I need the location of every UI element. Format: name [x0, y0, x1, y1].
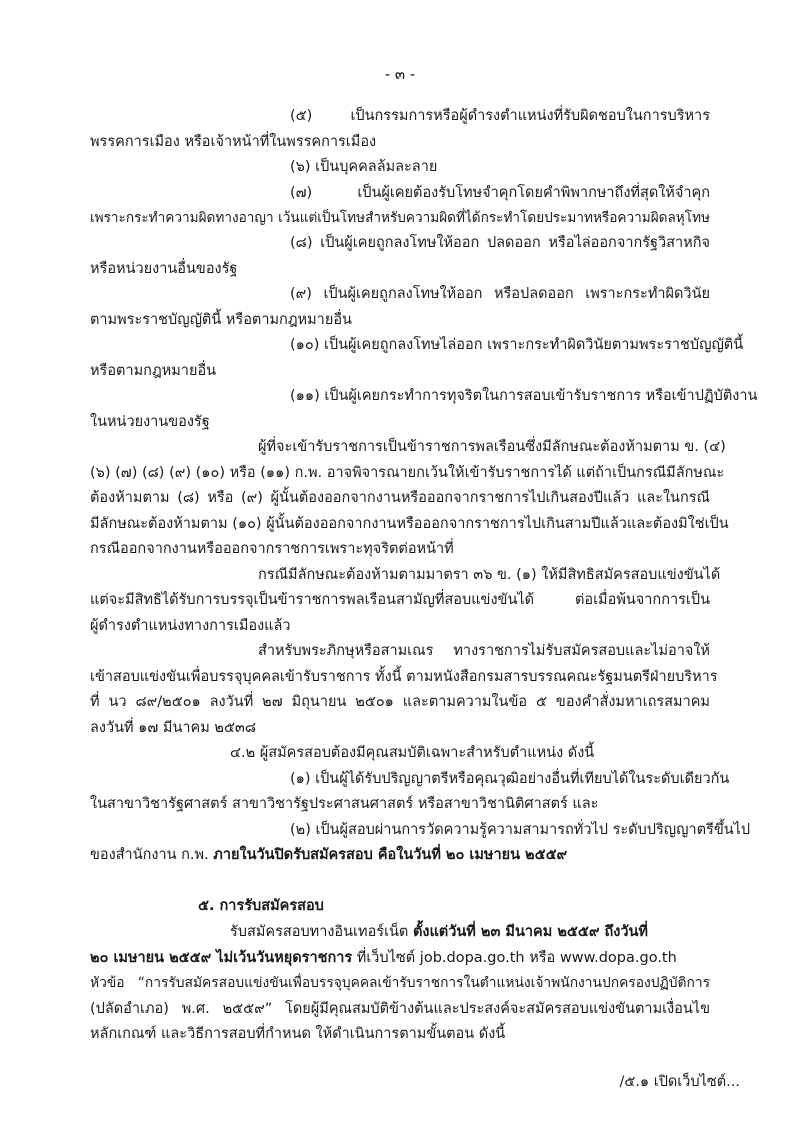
criterion-2-deadline: ภายในวันปิดรับสมัครสอบ คือในวันที่ ๒๐ เมษายน ๒๕๕๙ — [213, 847, 568, 863]
item-7-line-1: (๗) เป็นผู้เคยต้องรับโทษจำคุกโดยคำพิพากษาถึงที่สุดให้จำคุก — [290, 185, 710, 201]
item-5-line-2: พรรคการเมือง หรือเจ้าหน้าที่ในพรรคการเมือง — [90, 134, 377, 150]
monk-line-3: ที่ นว ๘๙/๒๕๐๑ ลงวันที่ ๒๗ มิถุนายน ๒๕๐๑ และตามความในข้อ ๕ ของคำสั่งมหาเถรสมาคม — [90, 694, 710, 710]
item-9-line-2: ตามพระราชบัญญัตินี้ หรือตามกฎหมายอื่น — [90, 312, 352, 328]
criterion-1-line-1: (๑) เป็นผู้ได้รับปริญญาตรีหรือคุณวุฒิอย่างอื่นที่เทียบได้ในระดับเดียวกัน — [290, 771, 730, 787]
item-7-line-2: เพราะกระทำความผิดทางอาญา เว้นแต่เป็นโทษสำหรับความผิดที่ได้กระทำโดยประมาทหรือความผิดลหุโทษ — [90, 210, 710, 226]
section-5-line-2 — [90, 948, 710, 968]
criterion-2-line-2 — [90, 845, 567, 865]
section-5-line-5: หลักเกณฑ์ และวิธีการสอบที่กำหนด ให้ดำเนินการตามขั้นตอน ดังนี้ — [90, 1026, 506, 1042]
item-10-line-1: (๑๐) เป็นผู้เคยถูกลงโทษไล่ออก เพราะกระทำผิดวินัยตามพระราชบัญญัตินี้ — [290, 337, 744, 353]
criterion-2-text: ของสำนักงาน ก.พ. — [90, 847, 214, 863]
item-6: (๖) เป็นบุคคลล้มละลาย — [290, 159, 438, 175]
monk-line-2: เข้าสอบแข่งขันเพื่อบรรจุบุคคลเข้ารับราชการ ทั้งนี้ ตามหนังสือกรมสารบรรณคณะรัฐมนตรีฝ่ายบริหาร — [90, 669, 718, 685]
exempt-line-2: (๖) (๗) (๘) (๙) (๑๐) หรือ (๑๑) ก.พ. อาจพิจารณายกเว้นให้เข้ารับราชการได้ แต่ถ้าเป็นกรณีมีลักษณะ — [90, 465, 725, 481]
criterion-1-line-2: ในสาขาวิชารัฐศาสตร์ สาขาวิชารัฐประศาสนศาสตร์ หรือสาขาวิชานิติศาสตร์ และ — [90, 796, 599, 812]
monk-line-1: สำหรับพระภิกษุหรือสามเณร ทางราชการไม่รับสมัครสอบและไม่อาจให้ — [258, 643, 710, 659]
section-5-intro: รับสมัครสอบทางอินเทอร์เน็ต — [230, 924, 413, 940]
section-5-line-4: (ปลัดอำเภอ) พ.ศ. ๒๕๕๙” โดยผู้มีคุณสมบัติข้างต้นและประสงค์จะสมัครสอบแข่งขันตามเงื่อนไข — [90, 1001, 710, 1017]
item-5-line-1: (๕) เป็นกรรมการหรือผู้ดำรงตำแหน่งที่รับผิดชอบในการบริหาร — [290, 108, 710, 124]
item-11-line-2: ในหน่วยงานของรัฐ — [90, 414, 210, 430]
exempt-line-5: กรณีออกจากงานหรือออกจากราชการเพราะทุจริตต่อหน้าที่ — [90, 541, 454, 557]
section-5-end-date: ๒๐ เมษายน ๒๕๕๙ ไม่เว้นวันหยุดราชการ — [90, 950, 353, 966]
item-9-line-1: (๙) เป็นผู้เคยถูกลงโทษให้ออก หรือปลดออก เพราะกระทำผิดวินัย — [290, 286, 710, 302]
page-number: - ๓ - — [384, 65, 416, 83]
item-8-line-1: (๘) เป็นผู้เคยถูกลงโทษให้ออก ปลดออก หรือไล่ออกจากรัฐวิสาหกิจ — [290, 235, 710, 251]
exempt-line-3: ต้องห้ามตาม (๘) หรือ (๙) ผู้นั้นต้องออกจากงานหรือออกจากราชการไปเกินสองปีแล้ว และในกรณี — [90, 490, 710, 506]
sec36-line-1: กรณีมีลักษณะต้องห้ามตามมาตรา ๓๖ ข. (๑) ให้มีสิทธิสมัครสอบแข่งขันได้ — [258, 567, 721, 583]
section-5-websites: ที่เว็บไซต์ job.dopa.go.th หรือ www.dopa.go.th — [352, 950, 677, 966]
criterion-2-line-1: (๒) เป็นผู้สอบผ่านการวัดความรู้ความสามารถทั่วไป ระดับปริญญาตรีขึ้นไป — [290, 822, 751, 838]
exempt-line-1: ผู้ที่จะเข้ารับราชการเป็นข้าราชการพลเรือนซึ่งมีลักษณะต้องห้ามตาม ข. (๔) — [258, 439, 726, 455]
section-5-start-date: ตั้งแต่วันที่ ๒๓ มีนาคม ๒๕๕๙ ถึงวันที่ — [412, 924, 648, 940]
monk-line-4: ลงวันที่ ๑๗ มีนาคม ๒๕๓๘ — [90, 720, 257, 736]
exempt-line-4: มีลักษณะต้องห้ามตาม (๑๐) ผู้นั้นต้องออกจากงานหรือออกจากราชการไปเกินสามปีแล้วและต้องมิใช่เป็น — [90, 516, 729, 532]
sec36-line-3: ผู้ดำรงตำแหน่งทางการเมืองแล้ว — [90, 618, 291, 634]
item-8-line-2: หรือหน่วยงานอื่นของรัฐ — [90, 261, 238, 277]
section-5-heading: ๕. การรับสมัครสอบ — [198, 898, 324, 914]
section-5-line-1 — [230, 922, 710, 942]
section-4-2-heading: ๔.๒ ผู้สมัครสอบต้องมีคุณสมบัติเฉพาะสำหรับตำแหน่ง ดังนี้ — [230, 745, 595, 761]
section-5-line-3: หัวข้อ “การรับสมัครสอบแข่งขันเพื่อบรรจุบุคคลเข้ารับราชการในตำแหน่งเจ้าพนักงานปกครองปฏิบัติการ — [90, 975, 710, 991]
item-10-line-2: หรือตามกฎหมายอื่น — [90, 363, 217, 379]
continuation-note: /๕.๑ เปิดเว็บไซต์... — [619, 1074, 740, 1090]
item-11-line-1: (๑๑) เป็นผู้เคยกระทำการทุจริตในการสอบเข้ารับราชการ หรือเข้าปฏิบัติงาน — [290, 388, 758, 404]
sec36-line-2: แต่จะมีสิทธิได้รับการบรรจุเป็นข้าราชการพลเรือนสามัญที่สอบแข่งขันได้ ต่อเมื่อพ้นจากการเป็น — [90, 592, 710, 608]
